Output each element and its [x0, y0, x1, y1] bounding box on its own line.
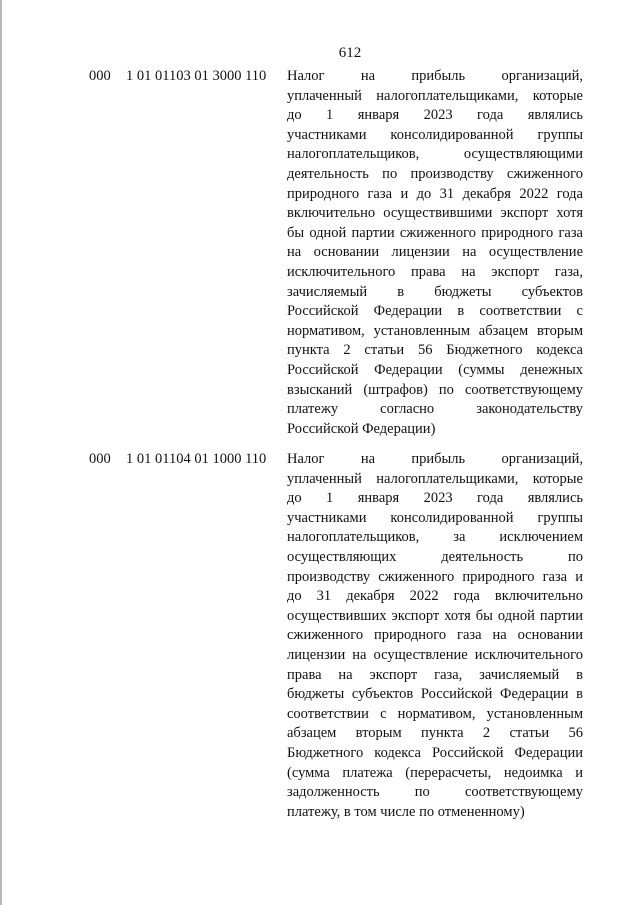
description-line: сжиженного природного газа на основании	[287, 627, 583, 644]
description-line: Российской Федерации)	[287, 420, 436, 437]
description-line: налогоплательщиков, осуществляющими	[287, 146, 583, 163]
description-line: исключительного права на экспорт газа,	[287, 263, 583, 280]
income-description	[287, 67, 583, 439]
page-number: 612	[338, 45, 362, 61]
description-line: Налог на прибыль организаций,	[287, 451, 583, 467]
description-line: абзацем вторым пункта 2 статьи 56	[287, 725, 583, 742]
description-line: участниками консолидированной группы	[287, 509, 583, 526]
description-line: лицензии на осуществление исключительного	[287, 646, 583, 663]
description-line: уплаченный налогоплательщиками, которые	[287, 87, 583, 104]
administrator-code: 000	[89, 451, 111, 467]
description-line: бы одной партии сжиженного природного газа	[287, 224, 583, 241]
description-line: до 1 января 2023 года являлись	[287, 107, 583, 124]
income-description	[287, 450, 583, 822]
administrator-code: 000	[89, 68, 111, 84]
description-line: нормативом, установленным абзацем вторым	[287, 322, 583, 339]
classification-code: 1 01 01103 01 3000 110	[126, 68, 267, 84]
description-line: включительно осуществившими экспорт хотя	[287, 205, 583, 222]
table-row	[0, 67, 640, 450]
budget-classification-table	[0, 67, 640, 850]
description-line: зачисляемый в бюджеты субъектов	[287, 283, 583, 300]
description-line: осуществляющих деятельность по	[287, 548, 583, 565]
description-line: уплаченный налогоплательщиками, которые	[287, 470, 583, 487]
description-line: осуществивших экспорт хотя бы одной партии	[287, 607, 583, 624]
description-line: до 1 января 2023 года являлись	[287, 490, 583, 507]
description-line: Налог на прибыль организаций,	[287, 68, 583, 84]
description-line: права на экспорт газа, зачисляемый в	[287, 666, 583, 683]
description-line: задолженность по соответствующему	[287, 784, 583, 801]
description-line: (сумма платежа (перерасчеты, недоимка и	[287, 764, 583, 781]
table-row	[0, 450, 640, 850]
description-line: соответствии с нормативом, установленным	[287, 705, 583, 722]
description-line: производству сжиженного природного газа и	[287, 568, 583, 585]
description-line: Российской Федерации (суммы денежных	[287, 361, 583, 378]
description-line: Бюджетного кодекса Российской Федерации	[287, 744, 583, 761]
classification-code: 1 01 01104 01 1000 110	[126, 451, 267, 467]
description-line: взысканий (штрафов) по соответствующему	[287, 381, 583, 398]
description-line: деятельность по производству сжиженного	[287, 165, 583, 182]
description-line: бюджеты субъектов Российской Федерации в	[287, 686, 583, 703]
description-line: до 31 декабря 2022 года включительно	[287, 588, 583, 605]
description-line: пункта 2 статьи 56 Бюджетного кодекса	[287, 342, 583, 359]
description-line: платежу, в том числе по отмененному)	[287, 803, 525, 820]
description-line: на основании лицензии на осуществление	[287, 244, 583, 261]
description-line: платежу согласно законодательству	[287, 401, 583, 418]
description-line: Российской Федерации в соответствии с	[287, 303, 583, 320]
description-line: участниками консолидированной группы	[287, 126, 583, 143]
description-line: природного газа и до 31 декабря 2022 года	[287, 185, 583, 202]
description-line: налогоплательщиков, за исключением	[287, 529, 583, 546]
